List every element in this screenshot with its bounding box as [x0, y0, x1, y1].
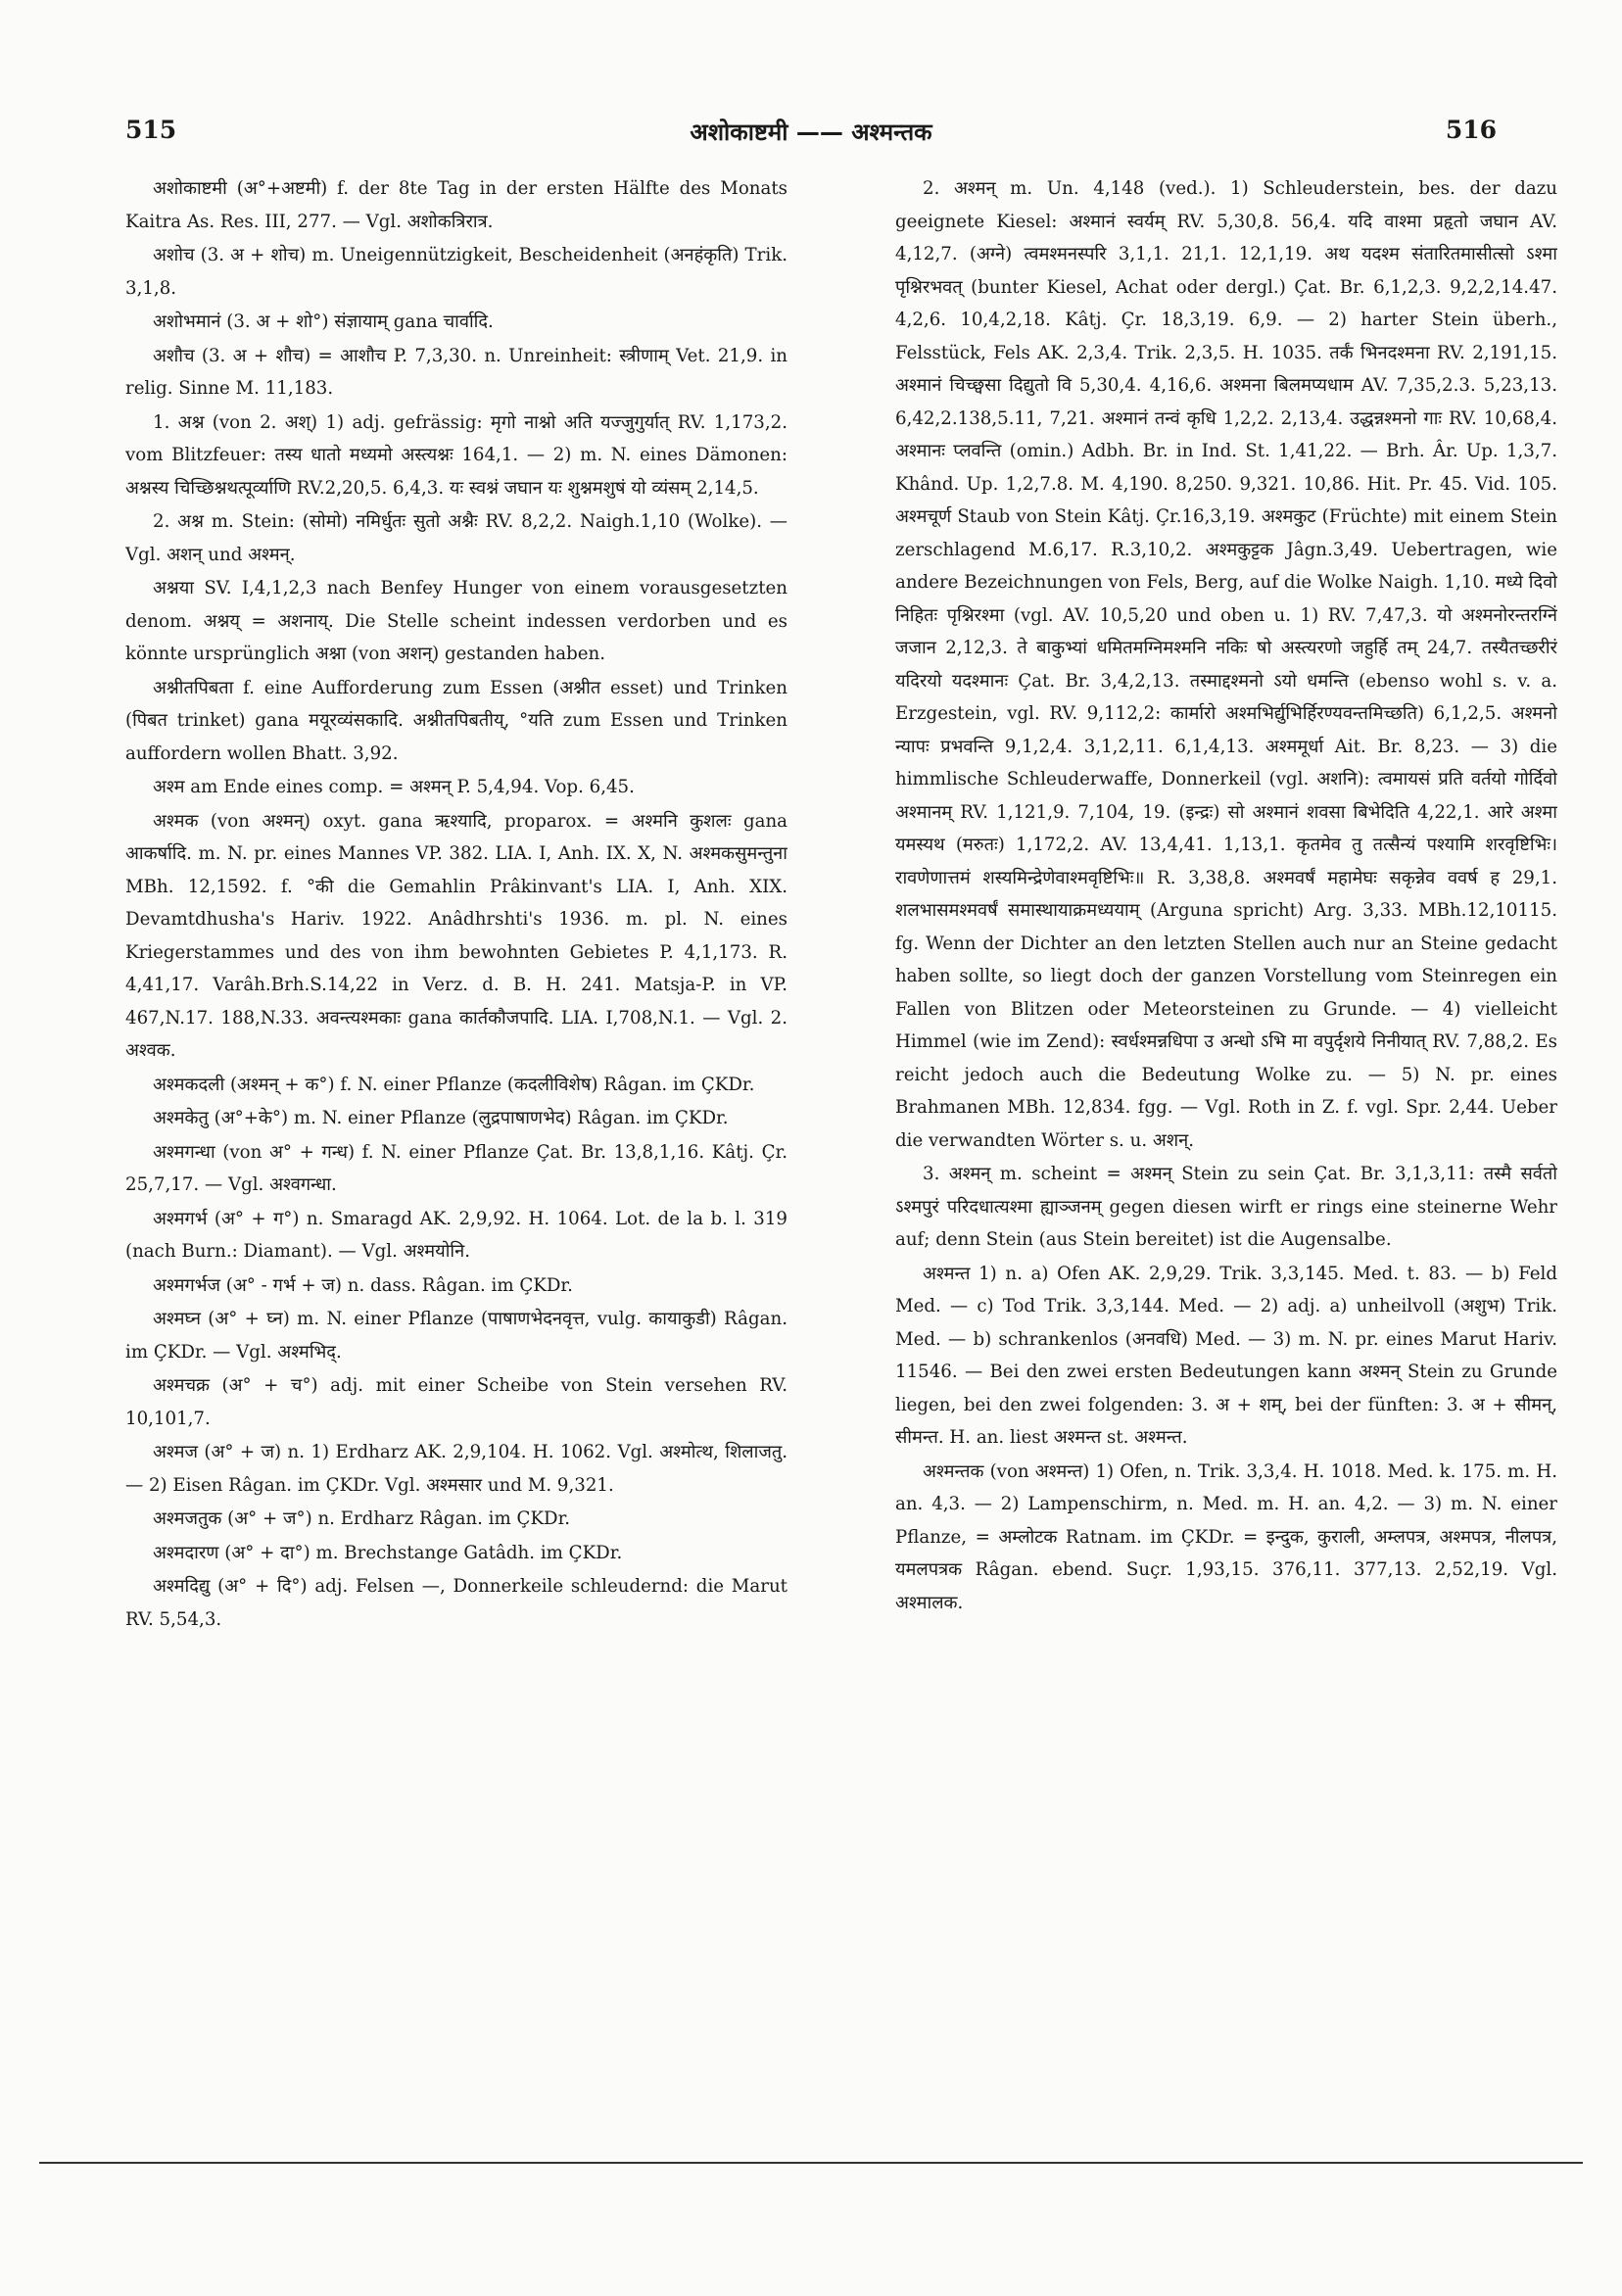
running-title: अशोकाष्टमी —— अश्मन्तक [690, 119, 932, 146]
dictionary-entry: 2. अश्न m. Stein: (सोमो) नमिर्धुतः सुतो अश्नैः RV. 8,2,2. Naigh.1,10 (Wolke). — Vgl. अशन् und अश्मन्. [125, 511, 787, 565]
dictionary-entry: अश्मदारण (अ° + दा°) m. Brechstange Gatâdh. im ÇKDr. [153, 1542, 623, 1563]
dictionary-entry: अशोच (3. अ + शोच) m. Uneigennützigkeit, Bescheidenheit (अनहंकृति) Trik. 3,1,8. [125, 245, 787, 299]
footer-rule [39, 2162, 1583, 2164]
page-header [125, 116, 1497, 151]
dictionary-entry: अश्नया SV. I,4,1,2,3 nach Benfey Hunger von einem vorausgesetzten denom. अश्नय् = अशनाय्. Die Stelle scheint indessen verdorben und es könnte ursprünglich अश्ना (von अशन्) gestanden haben. [125, 578, 787, 664]
dictionary-entry: 1. अश्न (von 2. अश्) 1) adj. gefrässig: मृगो नाश्नो अति यज्जुगुर्यात् RV. 1,173,2. vom Blitzfeuer: तस्य धातो मध्यमो अस्त्यश्नः 164,1. — 2) m. N. eines Dämonen: अश्नस्य चिच्छिश्नथत्पूर्व्याणि RV.2,20,5. 6,4,3. यः स्वश्नं जघान यः शुश्नमशुषं यो व्यंसम् 2,14,5. [125, 411, 787, 499]
dictionary-entry: अश्मज (अ° + ज) n. 1) Erdharz AK. 2,9,104. H. 1062. Vgl. अश्मोत्थ, शिलाजतु. — 2) Eisen Râgan. im ÇKDr. Vgl. अश्मसार und M. 9,321. [125, 1442, 787, 1496]
dictionary-entry: अश्मकदली (अश्मन् + क°) f. N. einer Pflanze (कदलीविशेष) Râgan. im ÇKDr. [153, 1074, 755, 1095]
dictionary-entry: अश्म am Ende eines comp. = अश्मन् P. 5,4,94. Vop. 6,45. [153, 777, 635, 797]
dictionary-entry: अश्मकेतु (अ°+के°) m. N. einer Pflanze (लुद्रपाषाणभेद) Râgan. im ÇKDr. [153, 1108, 729, 1128]
dictionary-entry: 3. अश्मन् m. scheint = अश्मन् Stein zu sein Çat. Br. 3,1,3,11: तस्मै सर्वतो ऽश्मपुरं परिदधात्यश्मा ह्याञ्जनम् gegen diesen wirft er rings eine steinerne Wehr auf; denn Stein (aus Stein bereitet) ist die Augensalbe. [895, 1164, 1557, 1250]
dictionary-entry: अश्मदिद्यु (अ° + दि°) adj. Felsen —, Donnerkeile schleudernd: die Marut RV. 5,54,3. [125, 1576, 787, 1630]
dictionary-entry: अश्मगन्धा (von अ° + गन्ध) f. N. einer Pflanze Çat. Br. 13,8,1,16. Kâtj. Çr. 25,7,17. — Vgl. अश्वगन्धा. [125, 1141, 787, 1195]
dictionary-entry: अशोकाष्टमी (अ°+अष्टमी) f. der 8te Tag in der ersten Hälfte des Monats Kaitra As. Res. III, 277. — Vgl. अशोकत्रिरात्र. [125, 178, 787, 232]
dictionary-entry: अशौच (3. अ + शौच) = आशौच P. 7,3,30. n. Unreinheit: स्त्रीणाम् Vet. 21,9. in relig. Sinne M. 11,183. [125, 345, 787, 399]
dictionary-entry: अश्मन्त 1) n. a) Ofen AK. 2,9,29. Trik. 3,3,145. Med. t. 83. — b) Feld Med. — c) Tod Trik. 3,3,144. Med. — 2) adj. a) unheilvoll (अशुभ) Trik. Med. — b) schrankenlos (अनवधि) Med. — 3) m. N. pr. eines Marut Hariv. 11546. — Bei den zwei ersten Bedeutungen kann अश्मन् Stein zu Grunde liegen, bei den zwei folgenden: 3. अ + शम्, bei der fünften: 3. अ + सीमन्, सीमन्त. H. an. liest अश्मन्त st. अश्मन्त. [895, 1263, 1557, 1448]
dictionary-entry: 2. अश्मन् m. Un. 4,148 (ved.). 1) Schleuderstein, bes. der dazu geeignete Kiesel: अश्मानं स्वर्यम् RV. 5,30,8. 56,4. यदि वाश्मा प्रहृतो जघान AV. 4,12,7. (अग्ने) त्वमश्मनस्परि 3,1,1. 21,1. 12,1,19. अथ यदश्म संतारितमासीत्सो ऽश्मा पृश्निरभवत् (bunter Kiesel, Achat oder dergl.) Çat. Br. 6,1,2,3. 9,2,2,14.47. 4,2,6. 10,4,2,18. Kâtj. Çr. 18,3,19. 6,9. — 2) harter Stein überh., Felsstück, Fels AK. 2,3,4. Trik. 2,3,5. H. 1035. तर्कं भिनदश्मना RV. 2,191,15. अश्मानं चिच्छ्वसा दिद्युतो वि 5,30,4. 4,16,6. अश्मना बिलमप्यधाम AV. 7,35,2.3. 5,23,13. 6,42,2.138,5.11, 7,21. अश्मानं तन्वं कृधि 1,2,2. 2,13,4. उद्धन्नश्मनो गाः RV. 10,68,4. अश्मानः प्लवन्ति (omin.) Adbh. Br. in Ind. St. 1,41,22. — Brh. Âr. Up. 1,3,7. Khând. Up. 1,2,7.8. M. 4,190. 8,250. 9,321. 10,86. Hit. Pr. 45. Vid. 105. अश्मचूर्ण Staub von Stein Kâtj. Çr.16,3,19. अश्मकुट (Früchte) mit einem Stein zerschlagend M.6,17. R.3,10,2. अश्मकुट्टक Jâgn.3,49. Uebertragen, wie andere Bezeichnungen von Fels, Berg, auf die Wolke Naigh. 1,10. मध्ये दिवो निहितः पृश्निरश्मा (vgl. AV. 10,5,20 und oben u. 1) RV. 7,47,3. यो अश्मनोरन्तरग्निं जजान 2,12,3. ते बाकुभ्यां धमितमग्निमश्मनि नकिः षो अस्त्यरणो जहुर्हि तम् 24,7. तस्यैतच्छरीरं यदिरयो यदश्मानः Çat. Br. 3,4,2,13. तस्माद्दश्मनो ऽयो धमन्ति (ebenso wohl s. v. a. Erzgestein, vgl. RV. 9,112,2: कार्मारो अश्मभिर्द्युभिर्हिरण्यवन्तमिच्छति) 6,1,2,5. अश्मनो न्यापः प्रभवन्ति 9,1,2,4. 3,1,2,11. 6,1,4,13. अश्ममूर्धा Ait. Br. 8,23. — 3) die himmlische Schleuderwaffe, Donnerkeil (vgl. अशनि): त्वमायसं प्रति वर्तयो गोर्दिवो अश्मानम् RV. 1,121,9. 7,104, 19. (इन्द्रः) सो अश्मानं शवसा बिभेदिति 4,22,1. आरे अश्मा यमस्यथ (मरुतः) 1,172,2. AV. 13,4,41. 1,13,1. कृतमेव तु तत्सैन्यं पश्यामि शरवृष्टिभिः। रावणेणात्तमं शस्यमिन्द्रेणेवाश्मवृष्टिभिः॥ R. 3,38,8. अश्मवर्षं महामेघः सकृन्नेव ववर्ष ह 29,1. शलभासमश्मवर्षं समास्थायाक्रमध्ययाम् (Arguna spricht) Arg. 3,33. MBh.12,10115. fg. Wenn der Dichter an den letzten Stellen auch nur an Steine gedacht haben sollte, so liegt doch der ganzen Vorstellung vom Steinregen ein Fallen von Blitzen oder Meteorsteinen zu Grunde. — 4) vielleicht Himmel (wie im Zend): स्वर्धश्मन्नधिपा उ अन्धो ऽभि मा वपुर्दृशये निनीयात् RV. 7,88,2. Es reicht jedoch auch die Bedeutung Wolke zu. — 5) N. pr. eines Brahmanen MBh. 12,834. fgg. — Vgl. Roth in Z. f. vgl. Spr. 2,44. Ueber die verwandten Wörter s. u. अशन्. [895, 178, 1557, 1151]
dictionary-entry: अश्नीतपिबता f. eine Aufforderung zum Essen (अश्नीत esset) und Trinken (पिबत trinket) gana मयूरव्यंसकादि. अश्नीतपिबतीय्, °यति zum Essen und Trinken auffordern wollen Bhatt. 3,92. [125, 677, 787, 764]
right-column [895, 172, 1557, 2033]
dictionary-entry: अश्मचक्र (अ° + च°) adj. mit einer Scheibe von Stein versehen RV. 10,101,7. [125, 1375, 787, 1429]
dictionary-entry: अश्मन्तक (von अश्मन्त) 1) Ofen, n. Trik. 3,3,4. H. 1018. Med. k. 175. m. H. an. 4,3. — 2) Lampenschirm, n. Med. m. H. an. 4,2. — 3) m. N. einer Pflanze, = अम्लोटक Ratnam. im ÇKDr. = इन्दुक, कुराली, अम्लपत्र, अश्मपत्र, नीलपत्र, यमलपत्रक Râgan. ebend. Suçr. 1,93,15. 376,11. 377,13. 2,52,19. Vgl. अश्मालक. [895, 1460, 1557, 1613]
dictionary-entry: अश्मगर्भज (अ° - गर्भ + ज) n. dass. Râgan. im ÇKDr. [153, 1274, 573, 1296]
dictionary-entry: अश्मघ्न (अ° + घ्न) m. N. einer Pflanze (पाषाणभेदनवृत्त, vulg. कायाकुडी) Râgan. im ÇKDr. — Vgl. अश्मभिद्. [125, 1309, 787, 1363]
dictionary-entry: अश्मगर्भ (अ° + ग°) n. Smaragd AK. 2,9,92. H. 1064. Lot. de la b. l. 319 (nach Burn.: Diamant). — Vgl. अश्मयोनि. [125, 1208, 787, 1262]
page-number-left: 515 [125, 116, 177, 144]
dictionary-entry: अशोभमानं (3. अ + शो°) संज्ञायाम् gana चार्वादि. [153, 311, 494, 332]
left-column [125, 172, 787, 2033]
dictionary-entry: अश्मक (von अश्मन्) oxyt. gana ऋश्यादि, proparox. = अश्मनि कुशलः gana आकर्षादि. m. N. pr. eines Mannes VP. 382. LIA. I, Anh. IX. X, N. अश्मकसुमन्तुना MBh. 12,1592. f. °की die Gemahlin Prâkinvant's LIA. I, Anh. XIX. Devamtdhusha's Hariv. 1922. Anâdhrshti's 1936. m. pl. N. eines Kriegerstammes und des von ihm bewohnten Gebietes P. 4,1,173. R. 4,41,17. Varâh.Brh.S.14,22 in Verz. d. B. H. 241. Matsja-P. in VP. 467,N.17. 188,N.33. अवन्त्यश्मकाः gana कार्तकौजपादि. LIA. I,708,N.1. — Vgl. 2. अश्वक. [125, 810, 787, 1061]
dictionary-entry: अश्मजतुक (अ° + ज°) n. Erdharz Râgan. im ÇKDr. [153, 1508, 571, 1529]
page-number-right: 516 [1445, 116, 1497, 144]
